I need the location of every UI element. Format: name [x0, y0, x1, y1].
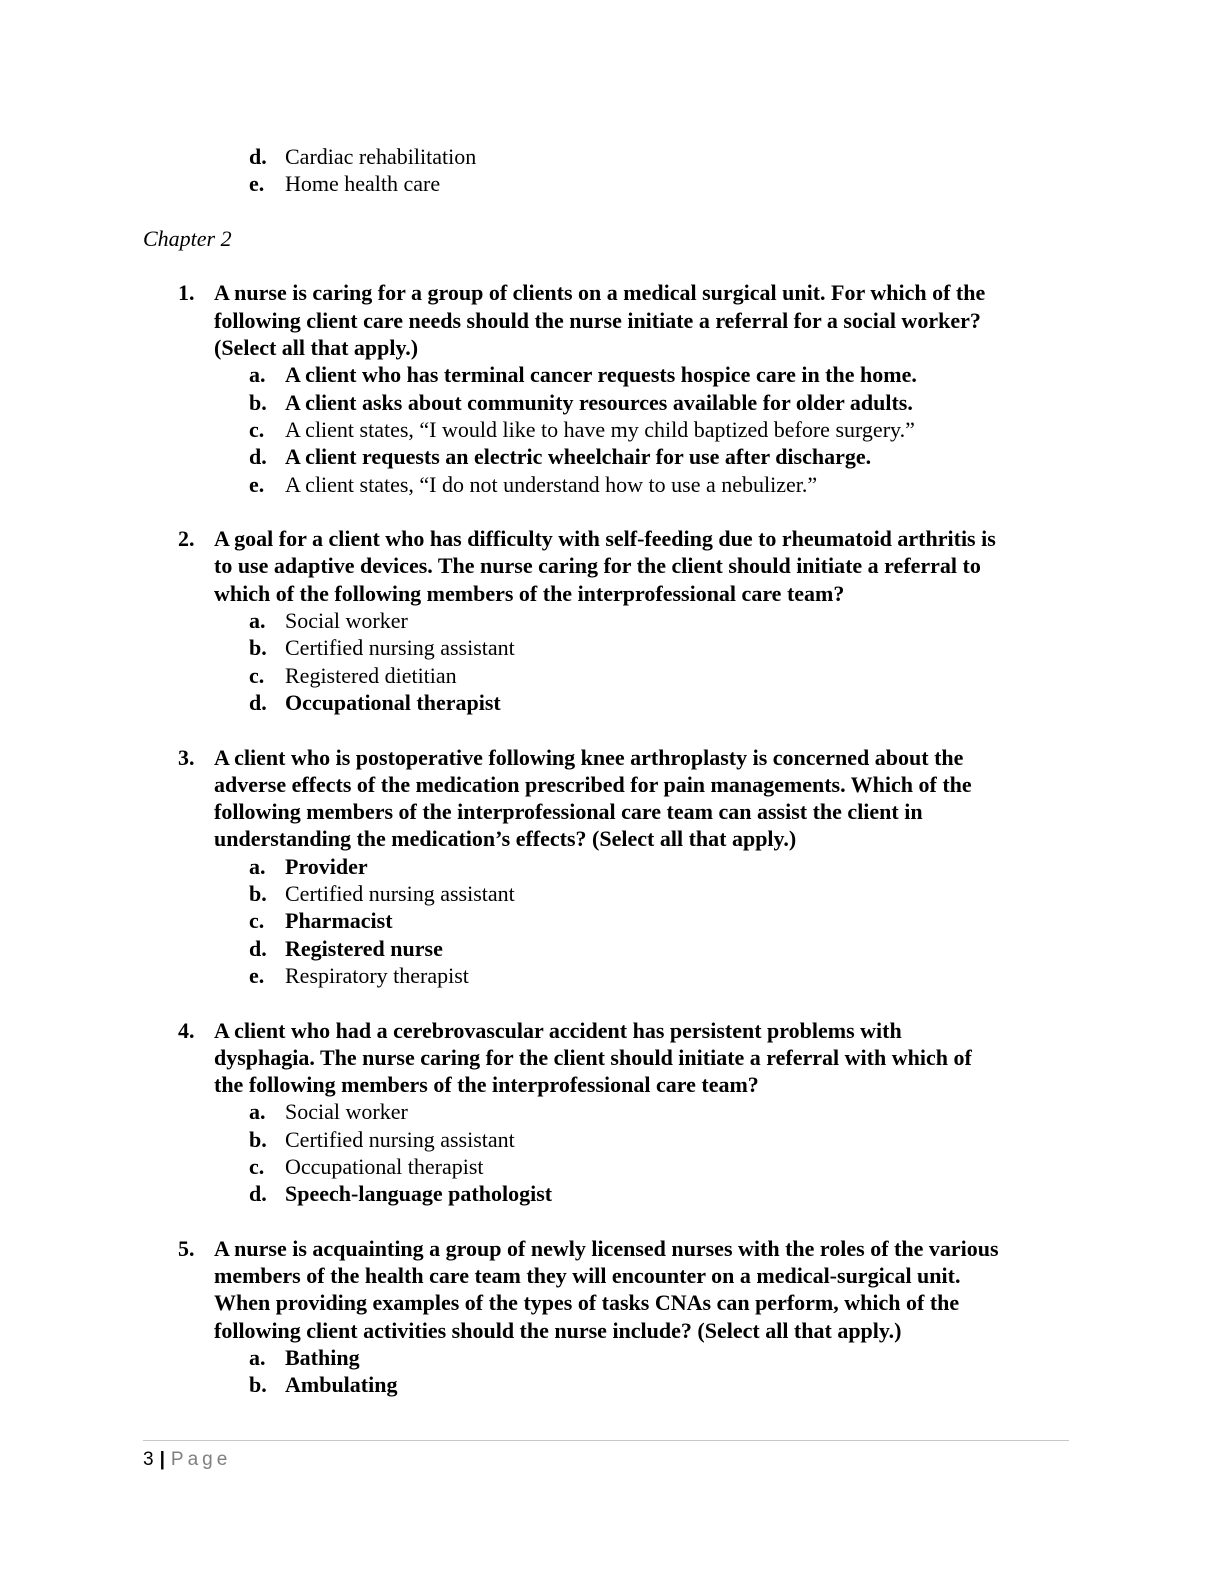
- question-text: understanding the medication’s effects? (Select all that apply.): [214, 826, 797, 852]
- option-letter: a.: [249, 1099, 266, 1125]
- question-1: [0, 279, 1224, 497]
- option-text: A client states, “I would like to have my child baptized before surgery.”: [285, 416, 915, 442]
- option-letter: e.: [249, 962, 265, 988]
- question-number: 2.: [178, 526, 195, 552]
- question-2: [0, 525, 1224, 716]
- question-3: [0, 744, 1224, 990]
- option-letter: b.: [249, 635, 267, 661]
- option-letter: d.: [249, 444, 267, 470]
- option-text: Bathing: [285, 1345, 360, 1371]
- option-letter: e.: [249, 171, 265, 197]
- question-number: 5.: [178, 1235, 195, 1261]
- question-text: dysphagia. The nurse caring for the client should initiate a referral with which of: [214, 1044, 972, 1070]
- option-text: Certified nursing assistant: [285, 1126, 515, 1152]
- option-text: Certified nursing assistant: [285, 635, 515, 661]
- option-letter: a.: [249, 1345, 266, 1371]
- option-text: Speech-language pathologist: [285, 1181, 553, 1207]
- option-letter: c.: [249, 908, 265, 934]
- option-letter: e.: [249, 471, 265, 497]
- option-letter: d.: [249, 689, 267, 715]
- page-label: Page: [170, 1449, 232, 1470]
- option-letter: a.: [249, 362, 266, 388]
- chapter-heading: Chapter 2: [143, 225, 232, 251]
- option-text: Social worker: [285, 1099, 408, 1125]
- question-number: 1.: [178, 280, 195, 306]
- option-text: Occupational therapist: [285, 1153, 484, 1179]
- question-text: following client care needs should the nurse initiate a referral for a social worker?: [214, 307, 981, 333]
- option-letter: c.: [249, 1153, 265, 1179]
- question-text: following client activities should the nurse include? (Select all that apply.): [214, 1317, 902, 1343]
- option-text: Registered nurse: [285, 935, 443, 961]
- option-letter: d.: [249, 935, 267, 961]
- option-text: A client states, “I do not understand how to use a nebulizer.”: [285, 471, 818, 497]
- option-letter: d.: [249, 1181, 267, 1207]
- question-number: 3.: [178, 744, 195, 770]
- option-text: Pharmacist: [285, 908, 393, 934]
- question-text: When providing examples of the types of tasks CNAs can perform, which of the: [214, 1290, 960, 1316]
- option-text: Provider: [285, 853, 368, 879]
- option-text: Cardiac rehabilitation: [285, 144, 477, 169]
- option-text: A client requests an electric wheelchair for use after discharge.: [285, 444, 872, 470]
- question-text: to use adaptive devices. The nurse caring for the client should initiate a referral to: [214, 553, 981, 579]
- option-text: Ambulating: [285, 1372, 398, 1398]
- footer-divider: [143, 1440, 1069, 1441]
- question-text: following members of the interprofessional care team can assist the client in: [214, 799, 923, 825]
- option-letter: b.: [249, 389, 267, 415]
- question-number: 4.: [178, 1017, 195, 1043]
- option-text: Registered dietitian: [285, 662, 457, 688]
- question-text: which of the following members of the interprofessional care team?: [214, 580, 845, 606]
- option-text: Respiratory therapist: [285, 962, 469, 988]
- option-letter: b.: [249, 1372, 267, 1398]
- option-letter: b.: [249, 881, 267, 907]
- option-text: Certified nursing assistant: [285, 881, 515, 907]
- page-number: 3: [143, 1449, 154, 1470]
- question-text: A client who had a cerebrovascular accident has persistent problems with: [214, 1017, 902, 1043]
- option-text: Home health care: [285, 171, 441, 197]
- option-line: [0, 170, 1224, 197]
- option-letter: d.: [249, 144, 267, 169]
- option-text: A client who has terminal cancer requests hospice care in the home.: [285, 362, 917, 388]
- page-footer: [143, 1449, 231, 1471]
- option-line: [0, 143, 1224, 170]
- option-letter: a.: [249, 608, 266, 634]
- question-text: members of the health care team they will encounter on a medical-surgical unit.: [214, 1263, 961, 1289]
- question-text: A nurse is caring for a group of clients on a medical surgical unit. For which of the: [214, 280, 986, 306]
- question-text: A nurse is acquainting a group of newly licensed nurses with the roles of the various: [214, 1235, 999, 1261]
- option-letter: a.: [249, 853, 266, 879]
- option-letter: c.: [249, 416, 265, 442]
- option-text: Social worker: [285, 608, 408, 634]
- option-text: Occupational therapist: [285, 689, 501, 715]
- option-text: A client asks about community resources available for older adults.: [285, 389, 913, 415]
- question-4: [0, 1017, 1224, 1208]
- question-text: A client who is postoperative following knee arthroplasty is concerned about the: [214, 744, 964, 770]
- option-letter: b.: [249, 1126, 267, 1152]
- chapter-heading-line: [0, 225, 1224, 252]
- question-text: the following members of the interprofessional care team?: [214, 1072, 759, 1098]
- footer-separator: |: [159, 1449, 165, 1470]
- option-letter: c.: [249, 662, 265, 688]
- question-5: [0, 1235, 1224, 1399]
- page-content: [0, 143, 1224, 1399]
- question-text: (Select all that apply.): [214, 335, 419, 361]
- question-text: A goal for a client who has difficulty with self-feeding due to rheumatoid arthritis is: [214, 526, 996, 552]
- question-text: adverse effects of the medication prescribed for pain managements. Which of the: [214, 771, 972, 797]
